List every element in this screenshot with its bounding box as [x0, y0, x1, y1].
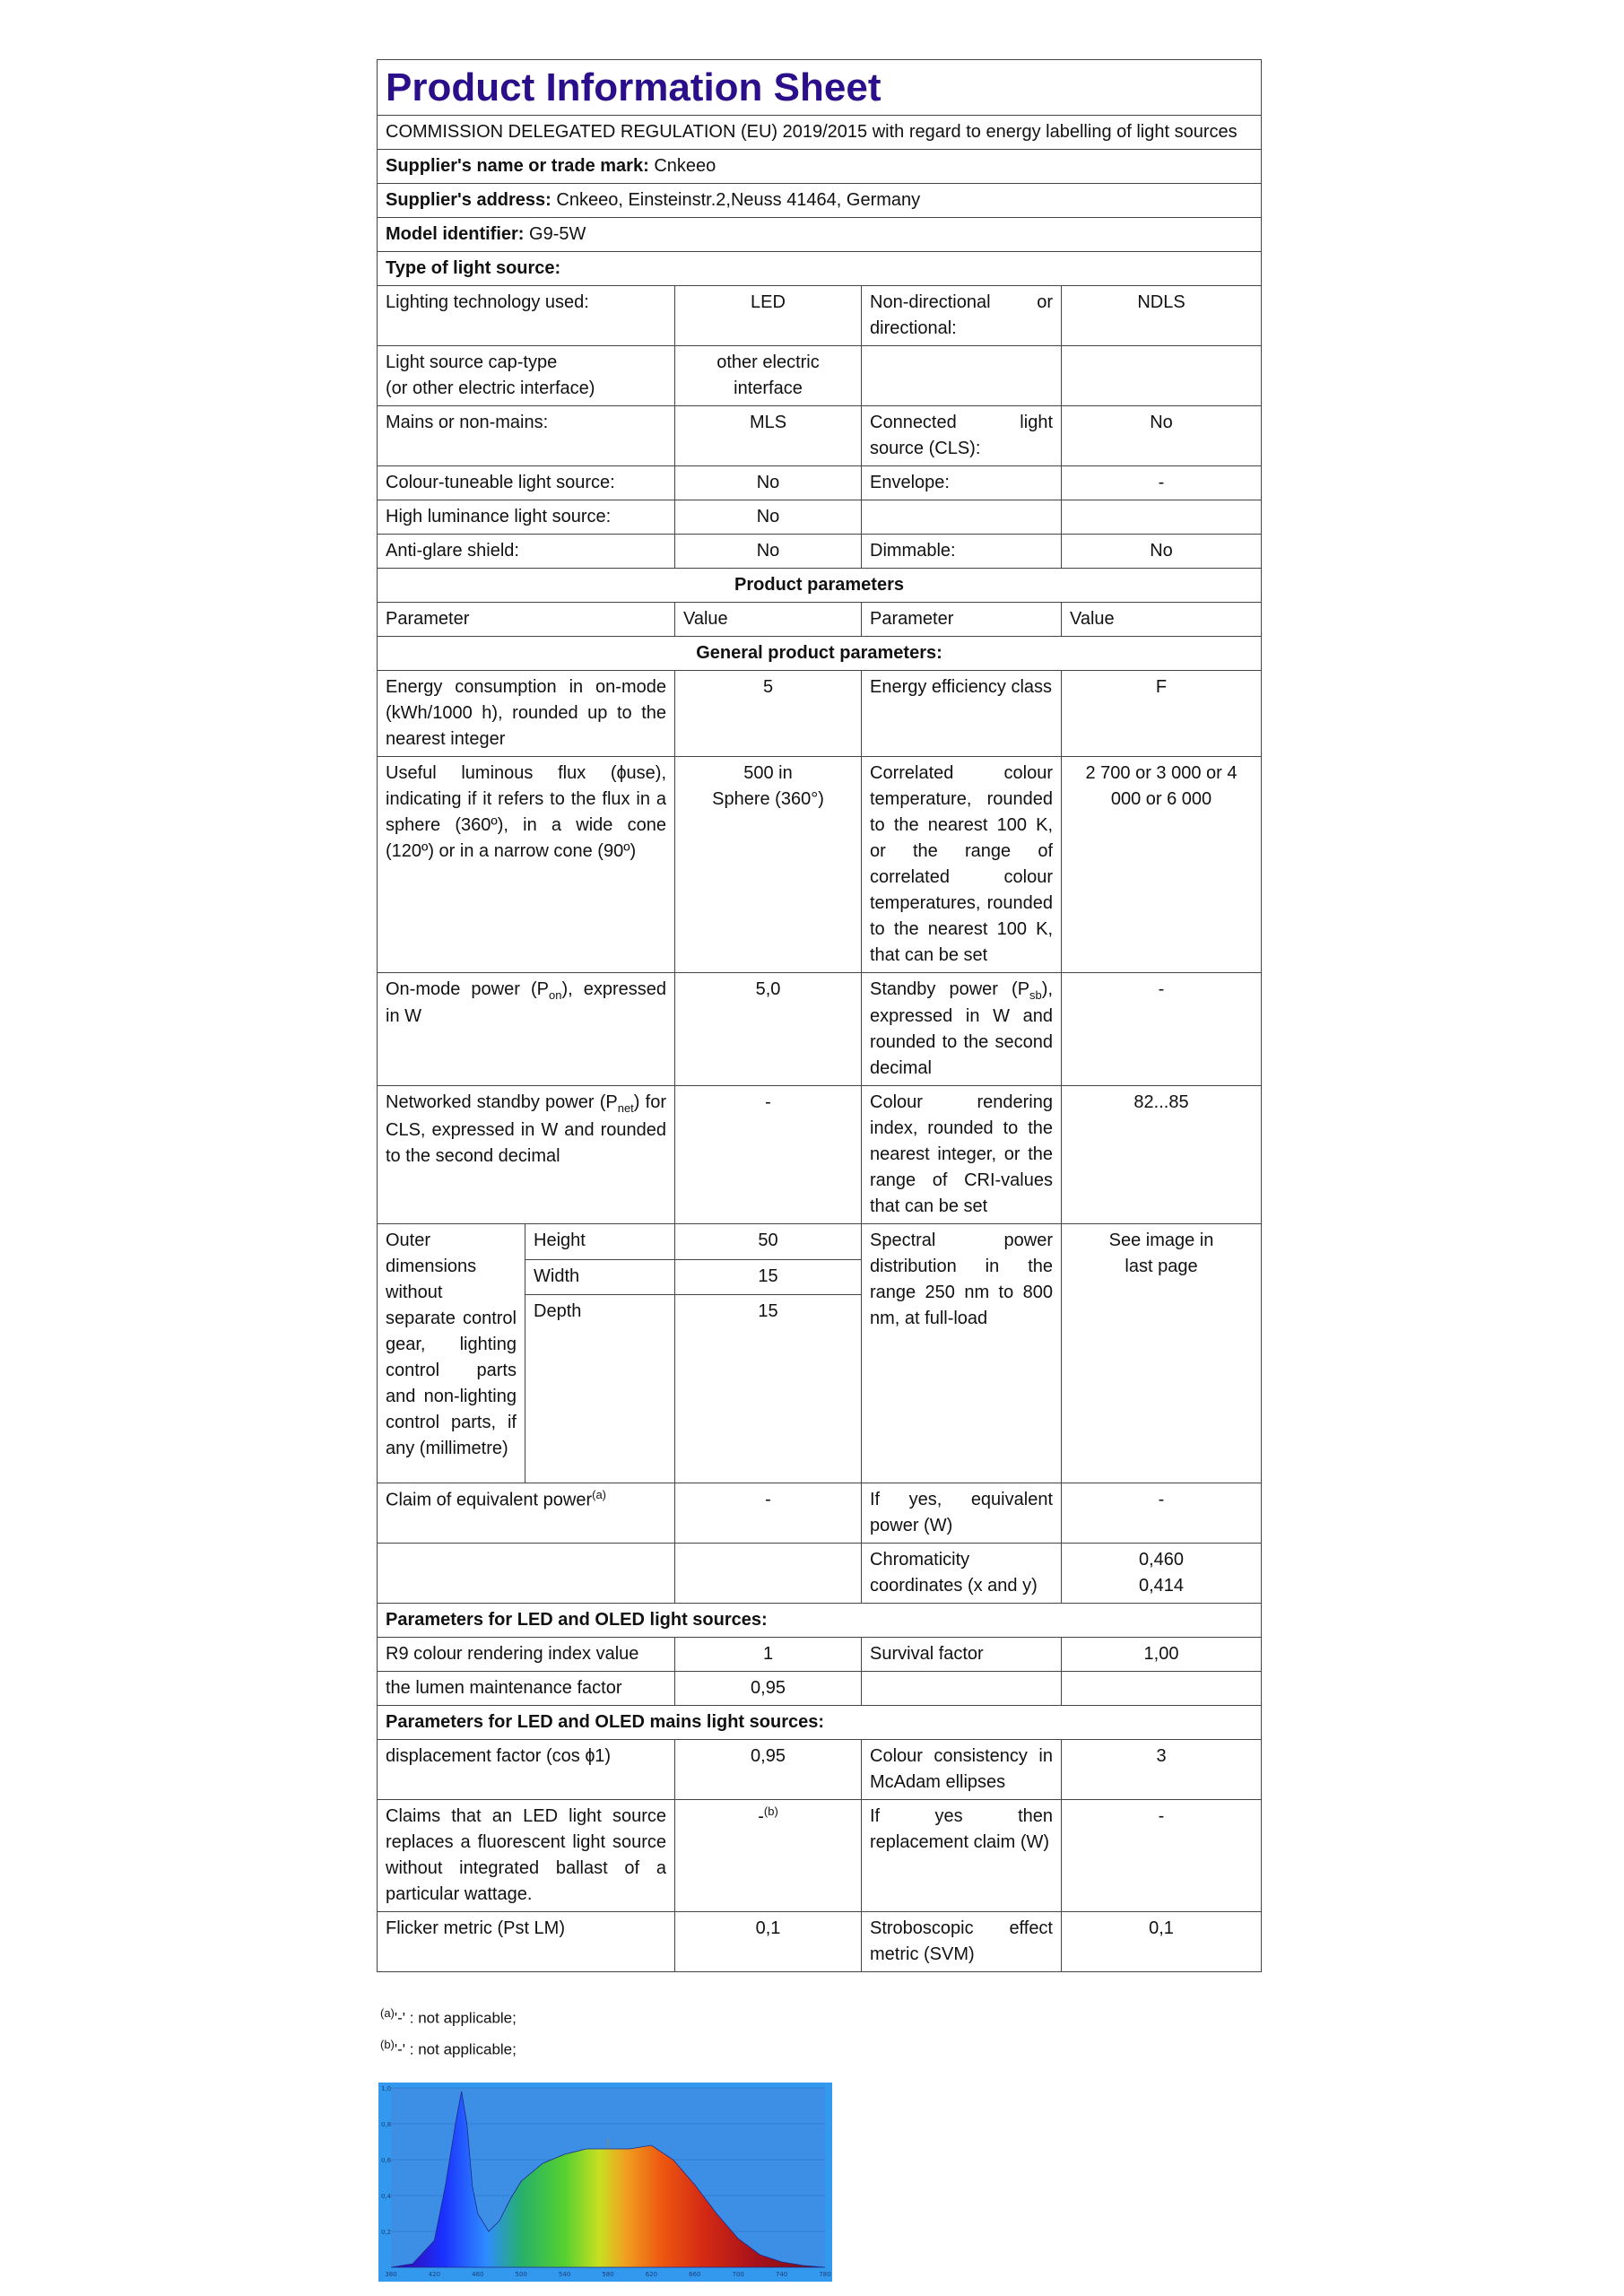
- model-identifier-label: Model identifier:: [386, 223, 525, 244]
- footnote-a-marker: (a): [380, 2006, 395, 2020]
- cap-type-label: Light source cap-type: [386, 352, 558, 372]
- cap-type-value: other electric interface: [675, 345, 862, 405]
- table-row: [378, 285, 1262, 345]
- energy-consumption-label: Energy consumption in on-mode (kWh/1000 h), rounded up to the nearest integer: [378, 670, 675, 756]
- cri-value: 82...85: [1062, 1086, 1262, 1224]
- luminous-flux-unit: Sphere (360°): [712, 788, 824, 809]
- regulation-subtitle: COMMISSION DELEGATED REGULATION (EU) 2019/2015 with regard to energy labelling of light sources: [378, 115, 1262, 149]
- networked-standby-label-b: ) for CLS, expressed in W and rounded to the second decimal: [386, 1092, 666, 1167]
- directional-label: Non-directional or directional:: [862, 285, 1062, 345]
- y-tick-label: 0,6: [381, 2157, 392, 2164]
- footnote-b: [380, 2033, 517, 2065]
- x-tick-label: 780: [819, 2271, 831, 2278]
- survival-factor-label: Survival factor: [862, 1638, 1062, 1672]
- spectral-distribution-value: See image in last page: [1062, 1224, 1262, 1483]
- lighting-technology-value: LED: [675, 285, 862, 345]
- colour-tuneable-value: No: [675, 465, 862, 500]
- y-tick-label: 0,2: [381, 2229, 392, 2236]
- cls-value: No: [1062, 405, 1262, 465]
- cct-value: 2 700 or 3 000 or 4 000 or 6 000: [1062, 756, 1262, 972]
- table-row: [378, 405, 1262, 465]
- energy-efficiency-label: Energy efficiency class: [862, 670, 1062, 756]
- envelope-value: -: [1062, 465, 1262, 500]
- footnote-b-marker: (b): [380, 2037, 395, 2051]
- mains-parameters-heading: Parameters for LED and OLED mains light sources:: [378, 1706, 1262, 1740]
- dimmable-label: Dimmable:: [862, 534, 1062, 568]
- x-tick-label: 500: [515, 2271, 527, 2278]
- footnote-a: [380, 2002, 517, 2033]
- y-tick-label: 0,4: [381, 2193, 392, 2200]
- table-row: [378, 1912, 1262, 1972]
- spectral-power-chart-svg: [378, 2083, 832, 2282]
- info-table: [377, 59, 1262, 1972]
- colour-consistency-label: Colour consistency in McAdam ellipses: [862, 1740, 1062, 1800]
- networked-standby-value: -: [675, 1086, 862, 1224]
- footnotes: [380, 2002, 517, 2065]
- cct-label: Correlated colour temperature, rounded to the nearest 100 K, or the range of correlated colour temperatures, rounded to the nearest 100 K, that can be set: [862, 756, 1062, 972]
- envelope-label: Envelope:: [862, 465, 1062, 500]
- column-header-row: [378, 602, 1262, 636]
- chromaticity-label: Chromaticity coordinates (x and y): [862, 1544, 1062, 1604]
- table-row: [378, 756, 1262, 972]
- lighting-technology-label: Lighting technology used:: [378, 285, 675, 345]
- footnote-a-text: '-' : not applicable;: [394, 2009, 517, 2027]
- table-row: [378, 1086, 1262, 1224]
- table-row: [378, 1800, 1262, 1912]
- product-parameters-heading: Product parameters: [378, 568, 1262, 602]
- width-label: Width: [525, 1259, 675, 1295]
- table-row: [378, 534, 1262, 568]
- on-mode-power-label-b: ), expressed in W: [386, 978, 666, 1027]
- supplier-name-row: [378, 149, 1262, 183]
- header-subtitle-row: [378, 115, 1262, 149]
- table-row: [378, 1483, 1262, 1544]
- light-source-type-row: [378, 251, 1262, 285]
- directional-value: NDLS: [1062, 285, 1262, 345]
- high-luminance-label: High luminance light source:: [378, 500, 675, 534]
- x-tick-label: 740: [775, 2271, 788, 2278]
- table-row: [378, 465, 1262, 500]
- column-header-value-2: Value: [1062, 602, 1262, 636]
- model-identifier-row: [378, 217, 1262, 251]
- height-value: 50: [675, 1224, 862, 1260]
- height-label: Height: [525, 1224, 675, 1260]
- colour-consistency-value: 3: [1062, 1740, 1262, 1800]
- standby-power-label: Standby power (P: [870, 978, 1030, 999]
- column-header-parameter-2: Parameter: [862, 602, 1062, 636]
- depth-value: 15: [675, 1295, 862, 1483]
- x-tick-label: 380: [385, 2271, 397, 2278]
- cap-type-label-2: (or other electric interface): [386, 378, 595, 398]
- section-header-row: [378, 1604, 1262, 1638]
- section-header-row: [378, 1706, 1262, 1740]
- networked-standby-sub: net: [617, 1101, 634, 1116]
- stroboscopic-label: Stroboscopic effect metric (SVM): [862, 1912, 1062, 1972]
- equivalent-power-value: -: [1062, 1483, 1262, 1544]
- table-row: [378, 500, 1262, 534]
- table-row: [378, 972, 1262, 1086]
- spectral-power-chart: [378, 2083, 832, 2282]
- equivalent-power-claim-value: -: [675, 1483, 862, 1544]
- x-tick-label: 620: [645, 2271, 658, 2278]
- flicker-metric-value: 0,1: [675, 1912, 862, 1972]
- anti-glare-value: No: [675, 534, 862, 568]
- table-row: [378, 1638, 1262, 1672]
- supplier-address-value: Cnkeeo, Einsteinstr.2,Neuss 41464, Germany: [556, 189, 921, 210]
- high-luminance-value: No: [675, 500, 862, 534]
- networked-standby-label: Networked standby power (P: [386, 1092, 618, 1113]
- r9-label: R9 colour rendering index value: [378, 1638, 675, 1672]
- footnote-b-text: '-' : not applicable;: [394, 2040, 517, 2058]
- lumen-maintenance-label: the lumen maintenance factor: [378, 1672, 675, 1706]
- displacement-factor-value: 0,95: [675, 1740, 862, 1800]
- lumen-maintenance-value: 0,95: [675, 1672, 862, 1706]
- section-header-row: [378, 636, 1262, 670]
- dimmable-value: No: [1062, 534, 1262, 568]
- survival-factor-value: 1,00: [1062, 1638, 1262, 1672]
- supplier-name-label: Supplier's name or trade mark:: [386, 155, 649, 176]
- x-tick-label: 660: [689, 2271, 701, 2278]
- y-tick-label: 1,0: [381, 2085, 392, 2092]
- x-tick-label: 700: [732, 2271, 744, 2278]
- table-row: [378, 1672, 1262, 1706]
- column-header-value: Value: [675, 602, 862, 636]
- table-row: [378, 1544, 1262, 1604]
- table-row: [378, 670, 1262, 756]
- spectral-distribution-label: Spectral power distribution in the range 250 nm to 800 nm, at full-load: [862, 1224, 1062, 1483]
- replacement-claim-value: -: [1062, 1800, 1262, 1912]
- header-title-row: [378, 60, 1262, 116]
- standby-power-sub: sb: [1029, 987, 1042, 1002]
- cls-label: Connected light source (CLS):: [862, 405, 1062, 465]
- width-value: 15: [675, 1259, 862, 1295]
- fluorescent-claim-note: (b): [763, 1805, 778, 1819]
- x-tick-label: 540: [558, 2271, 571, 2278]
- luminous-flux-value: 500 in: [743, 762, 793, 783]
- stroboscopic-value: 0,1: [1062, 1912, 1262, 1972]
- x-tick-label: 580: [602, 2271, 614, 2278]
- general-parameters-heading: General product parameters:: [378, 636, 1262, 670]
- x-tick-label: 460: [472, 2271, 484, 2278]
- light-source-type-label: Type of light source:: [378, 251, 1262, 285]
- led-parameters-heading: Parameters for LED and OLED light sources:: [378, 1604, 1262, 1638]
- standby-power-value: -: [1062, 972, 1262, 1086]
- section-header-row: [378, 568, 1262, 602]
- column-header-parameter: Parameter: [378, 602, 675, 636]
- anti-glare-label: Anti-glare shield:: [378, 534, 675, 568]
- product-information-sheet: [377, 59, 1261, 1972]
- table-row: [378, 345, 1262, 405]
- energy-consumption-value: 5: [675, 670, 862, 756]
- x-tick-label: 420: [428, 2271, 441, 2278]
- equivalent-power-claim-label: Claim of equivalent power: [386, 1491, 593, 1511]
- energy-efficiency-value: F: [1062, 670, 1262, 756]
- supplier-name-value: Cnkeeo: [654, 155, 716, 176]
- on-mode-power-value: 5,0: [675, 972, 862, 1086]
- chromaticity-y: 0,414: [1138, 1576, 1185, 1596]
- depth-label: Depth: [525, 1295, 675, 1483]
- fluorescent-claim-label: Claims that an LED light source replaces a fluorescent light source without integrated ballast of a particular wattage.: [378, 1800, 675, 1912]
- y-tick-label: 0,8: [381, 2121, 392, 2128]
- replacement-claim-label: If yes then replacement claim (W): [862, 1800, 1062, 1912]
- outer-dimensions-label: Outer dimensions without separate control gear, lighting control parts and non-lighting control parts, if any (millimetre): [378, 1224, 525, 1483]
- chromaticity-x: 0,460: [1138, 1550, 1185, 1570]
- cri-label: Colour rendering index, rounded to the nearest integer, or the range of CRI-values that can be set: [862, 1086, 1062, 1224]
- supplier-address-row: [378, 183, 1262, 217]
- standby-power-label-b: ), expressed in W and rounded to the second decimal: [870, 978, 1053, 1079]
- table-row: [378, 1740, 1262, 1800]
- table-row: [378, 1224, 1262, 1260]
- model-identifier-value: G9-5W: [529, 223, 586, 244]
- colour-tuneable-label: Colour-tuneable light source:: [378, 465, 675, 500]
- displacement-factor-label: displacement factor (cos ɸ1): [378, 1740, 675, 1800]
- mains-label: Mains or non-mains:: [378, 405, 675, 465]
- r9-value: 1: [675, 1638, 862, 1672]
- supplier-address-label: Supplier's address:: [386, 189, 551, 210]
- on-mode-power-label: On-mode power (P: [386, 978, 549, 999]
- flicker-metric-label: Flicker metric (Pst LM): [378, 1912, 675, 1972]
- equivalent-power-claim-note: (a): [592, 1488, 607, 1502]
- on-mode-power-sub: on: [548, 987, 562, 1002]
- equivalent-power-label: If yes, equivalent power (W): [862, 1483, 1062, 1544]
- luminous-flux-label: Useful luminous flux (ɸuse), indicating if it refers to the flux in a sphere (360º), in a wide cone (120º) or in a narrow cone (90º): [378, 756, 675, 972]
- mains-value: MLS: [675, 405, 862, 465]
- fluorescent-claim-value: -: [758, 1807, 764, 1828]
- page-title: Product Information Sheet: [378, 60, 1262, 116]
